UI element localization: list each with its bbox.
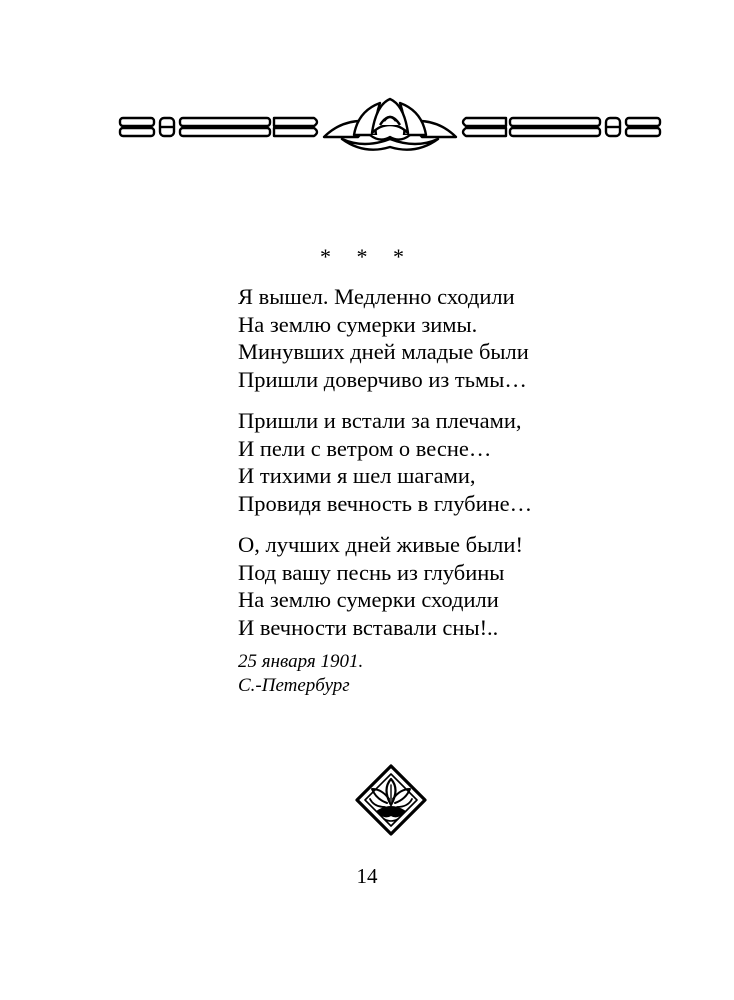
poem-line: И тихими я шел шагами, xyxy=(238,463,476,488)
poem-line: На землю сумерки зимы. xyxy=(238,311,478,337)
stanza xyxy=(238,283,658,393)
lotus-vignette-icon xyxy=(354,763,428,837)
stanza xyxy=(238,407,658,517)
poem-line: Под вашу песнь из глубины xyxy=(238,559,505,585)
poem-line: Минувших дней младые были xyxy=(238,339,529,364)
stanza-separator: * * * xyxy=(320,244,414,269)
poem-line: О, лучших дней живые были! xyxy=(238,532,523,557)
poem-body xyxy=(238,283,658,655)
poem-line: Пришли и встали за плечами, xyxy=(238,408,522,433)
poem-line: Пришли доверчиво из тьмы… xyxy=(238,366,527,392)
page-number: 14 xyxy=(356,864,378,888)
poem-date: 25 января 1901. xyxy=(238,651,364,672)
poem-place: С.-Петербург xyxy=(238,675,350,696)
poem-line: И вечности вставали сны!.. xyxy=(238,614,499,640)
poem-line: На землю сумерки сходили xyxy=(238,587,499,612)
poem-line: И пели с ветром о весне… xyxy=(238,435,492,461)
poem-dateline xyxy=(238,650,363,698)
poem-line: Я вышел. Медленно сходили xyxy=(238,284,515,309)
poem-line: Провидя вечность в глубине… xyxy=(238,490,533,516)
stanza xyxy=(238,531,658,641)
header-ornament-icon xyxy=(118,95,662,157)
